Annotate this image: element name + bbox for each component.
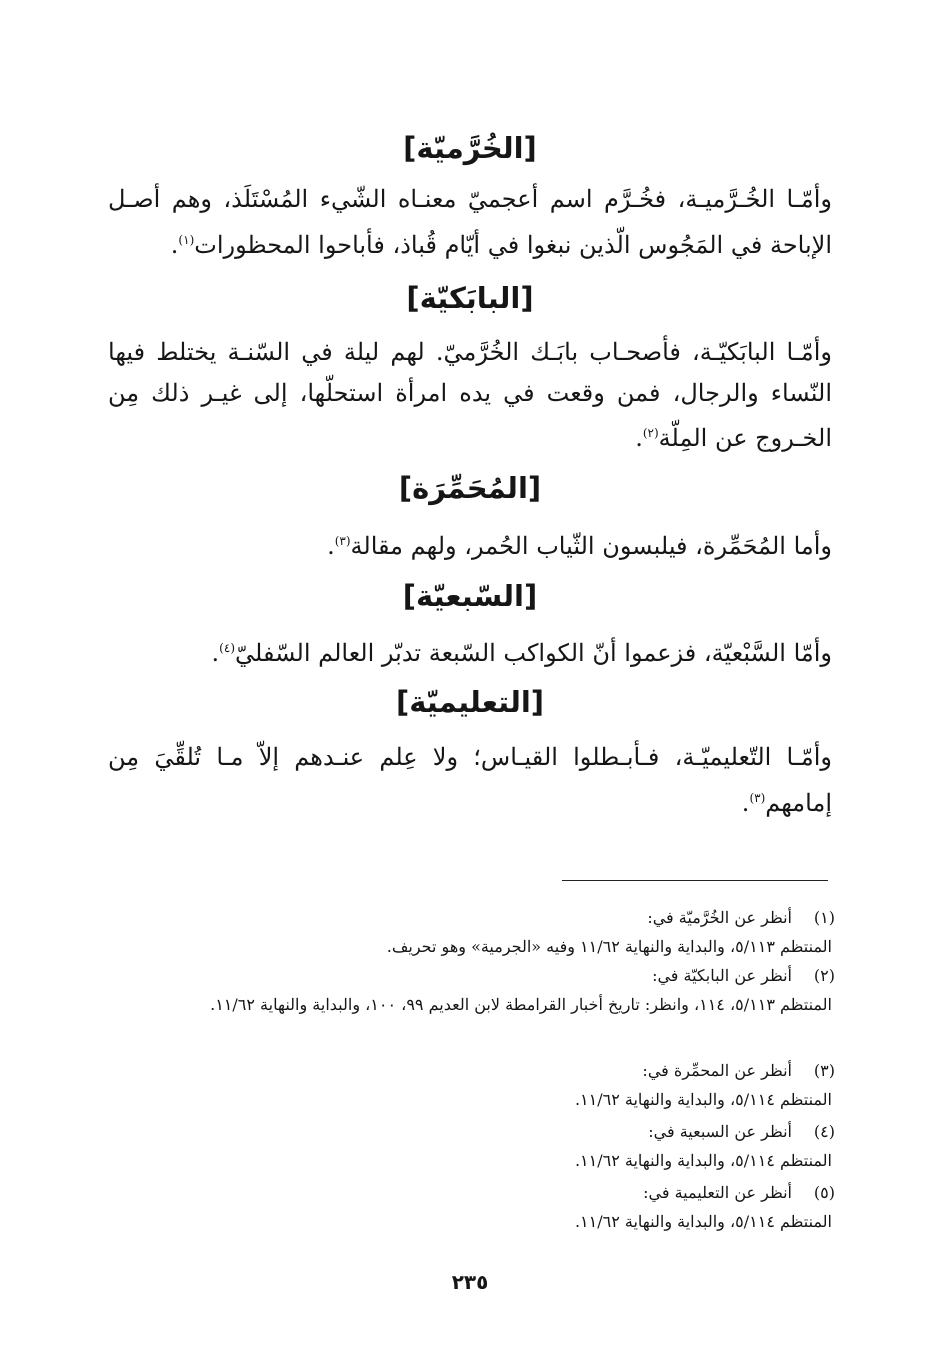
section-paragraph-sabiyya: وأمّا السَّبْعيّة، فزعموا أنّ الكواكب السّبعة تدبّر العالم السّفليّ$^{(٤)}$. [211, 639, 832, 667]
footnote-marker: (٤) [219, 641, 235, 655]
section-paragraph-muhammira: وأما المُحَمِّرة، فيلبسون الثّياب الحُمر، ولهم مقالة$^{(٣)}$. [327, 532, 832, 560]
footnote-lead: أنظر عن التعليمية في: [643, 1183, 792, 1202]
footnote-lead: أنظر عن الخُرَّميّة في: [647, 908, 792, 927]
footnote-number: (٢) [813, 966, 835, 985]
footnote-reference: المنتظم ٥/١١٣، ١١٤، وانظر: تاريخ أخبار القرامطة لابن العديم ٩٩، ١٠٠، والبداية والنهاية ١١/٦٢. [210, 995, 832, 1014]
section-heading-sabiyya: [السّبعيّة] [402, 579, 538, 613]
footnote-marker: (٣) [334, 534, 351, 548]
section-paragraph-khurramiyya: وأمّـا الخُـرَّميـة، فخُـرَّم اسم أعجميّ معنـاه الشّيء المُسْتَلَذ، وهم أصـل الإباحة في المَجُوس الّذين نبغوا في أيّام قُباذ، فأباحوا المحظورات$^{(١)}$. [108, 185, 832, 259]
section-paragraph-talimiyya: وأمّـا التّعليميّـة، فـأبـطلوا القيـاس؛ ولا عِلم عنـدهم إلاّ مـا تُلقِّيَ مِن إمامهم$^{(٣)}$. [108, 743, 832, 817]
footnote-marker: (١) [178, 232, 195, 247]
footnote-marker: (٢) [642, 426, 659, 440]
footnote-number: (٤) [813, 1122, 835, 1141]
paragraph-text: وأمّـا التّعليميّـة، فـأبـطلوا القيـاس؛ ولا عِلم عنـدهم إلاّ مـا تُلقِّيَ مِن إمامهم [108, 743, 832, 817]
footnote-reference: المنتظم ٥/١١٤، والبداية والنهاية ١١/٦٢. [574, 1090, 832, 1109]
footnote-marker: (٣) [749, 790, 766, 805]
footnote-number: (٥) [813, 1183, 835, 1202]
footnote-separator [562, 880, 828, 881]
footnote-reference: المنتظم ٥/١١٤، والبداية والنهاية ١١/٦٢. [574, 1151, 832, 1170]
footnote-reference: المنتظم ٥/١١٤، والبداية والنهاية ١١/٦٢. [574, 1212, 832, 1231]
footnote-reference: المنتظم ٥/١١٣، والبداية والنهاية ١١/٦٢ وفيه «الجرمية» وهو تحريف. [386, 937, 832, 956]
footnote-lead: أنظر عن البابكيّة في: [652, 966, 792, 985]
paragraph-text: وأمّـا الخُـرَّميـة، فخُـرَّم اسم أعجميّ معنـاه الشّيء المُسْتَلَذ، وهم أصـل الإباحة في المَجُوس الّذين نبغوا في أيّام قُباذ، فأباحوا المحظورات [108, 185, 832, 259]
footnote-lead: أنظر عن السبعية في: [648, 1122, 792, 1141]
paragraph-text: وأمّا السَّبْعيّة، فزعموا أنّ الكواكب السّبعة تدبّر العالم السّفليّ [235, 639, 832, 667]
section-paragraph-babakiyya: وأمّـا البابَكيّـة، فأصحـاب بابَـك الخُرَّميّ. لهم ليلة في السّنـة يختلط فيها النّساء والرجال، فمن وقعت في يده امرأة استحلّها، إلى غيـر ذلك مِن الخـروج عن المِلّة$^{(٢)}$. [108, 338, 832, 452]
paragraph-text: وأمّـا البابَكيّـة، فأصحـاب بابَـك الخُرَّميّ. لهم ليلة في السّنـة يختلط فيها النّساء والرجال، فمن وقعت في يده امرأة استحلّها، إلى غيـر ذلك مِن الخـروج عن المِلّة [108, 338, 832, 452]
footnote-number: (٣) [813, 1061, 835, 1080]
section-heading-muhammira: [المُحَمِّرَة] [398, 471, 542, 505]
section-heading-babakiyya: [البابَكيّة] [406, 281, 534, 315]
footnote-lead: أنظر عن المحمِّرة في: [642, 1061, 792, 1080]
paragraph-text: وأما المُحَمِّرة، فيلبسون الثّياب الحُمر، ولهم مقالة [350, 532, 832, 560]
page-number: ٢٣٥ [451, 1270, 489, 1294]
section-heading-khurramiyya: [الخُرَّميّة] [403, 131, 537, 165]
section-heading-talimiyya: [التعليميّة] [395, 685, 545, 719]
footnote-number: (١) [813, 908, 835, 927]
